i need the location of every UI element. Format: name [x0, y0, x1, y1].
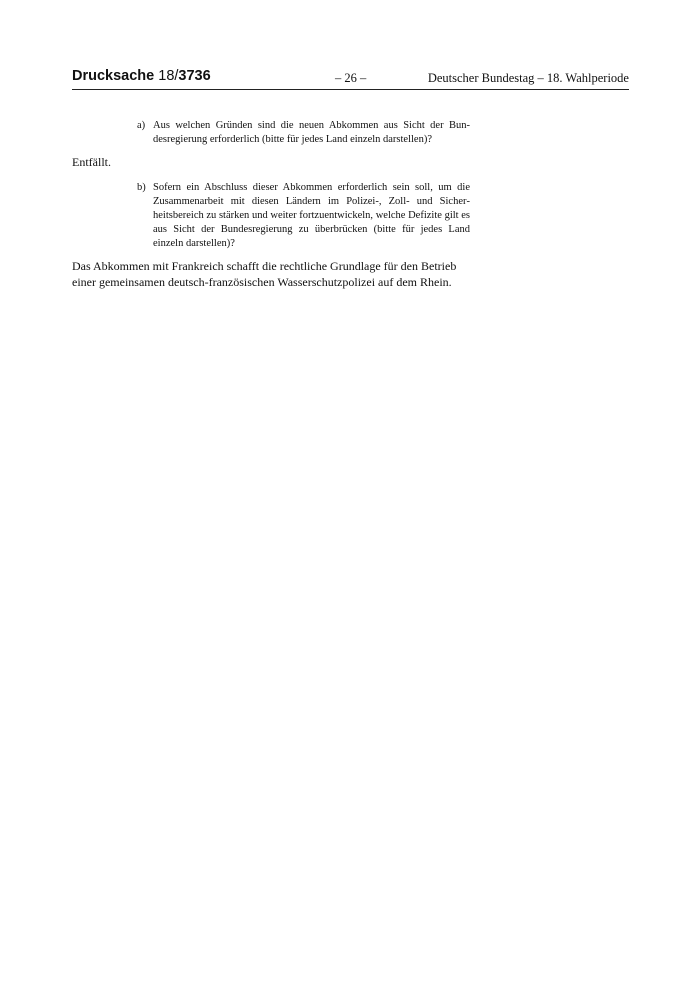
- document-number-main: 3736: [178, 68, 211, 84]
- document-number: [72, 68, 211, 84]
- question-a: [137, 119, 470, 147]
- question-a-text: Aus welchen Gründen sind die neuen Abkommen aus Sicht der Bundesregierung erforderlich (bitte für jedes Land einzeln darstellen)?: [153, 120, 470, 145]
- page-number: – 26 –: [335, 71, 367, 85]
- question-a-marker: a): [137, 120, 146, 131]
- answer-a: Entfällt.: [72, 155, 111, 169]
- question-b-marker: b): [137, 182, 146, 193]
- question-b-text: Sofern ein Abschluss dieser Abkommen erforderlich sein soll, um die Zusammenarbeit mit diesen Ländern im Polizei-, Zoll- und Sicherheitsbereich zu stärken und weiter fortzuentwickeln, welche Defizite gilt es aus Sicht der Bundesregierung zu überbrücken (bitte für jedes Land einzeln darstellen)?: [153, 182, 470, 249]
- question-b: [137, 181, 470, 251]
- document-number-prefix: 18/: [158, 68, 179, 84]
- publisher-label: Deutscher Bundestag – 18. Wahlperiode: [427, 71, 629, 85]
- document-label: Drucksache: [72, 68, 155, 84]
- page-header: [72, 67, 629, 90]
- answer-b: Das Abkommen mit Frankreich schafft die rechtliche Grundlage für den Betrieb einer gemeinsamen deutsch-französischen Wasserschutzpolizei auf dem Rhein.: [72, 259, 457, 289]
